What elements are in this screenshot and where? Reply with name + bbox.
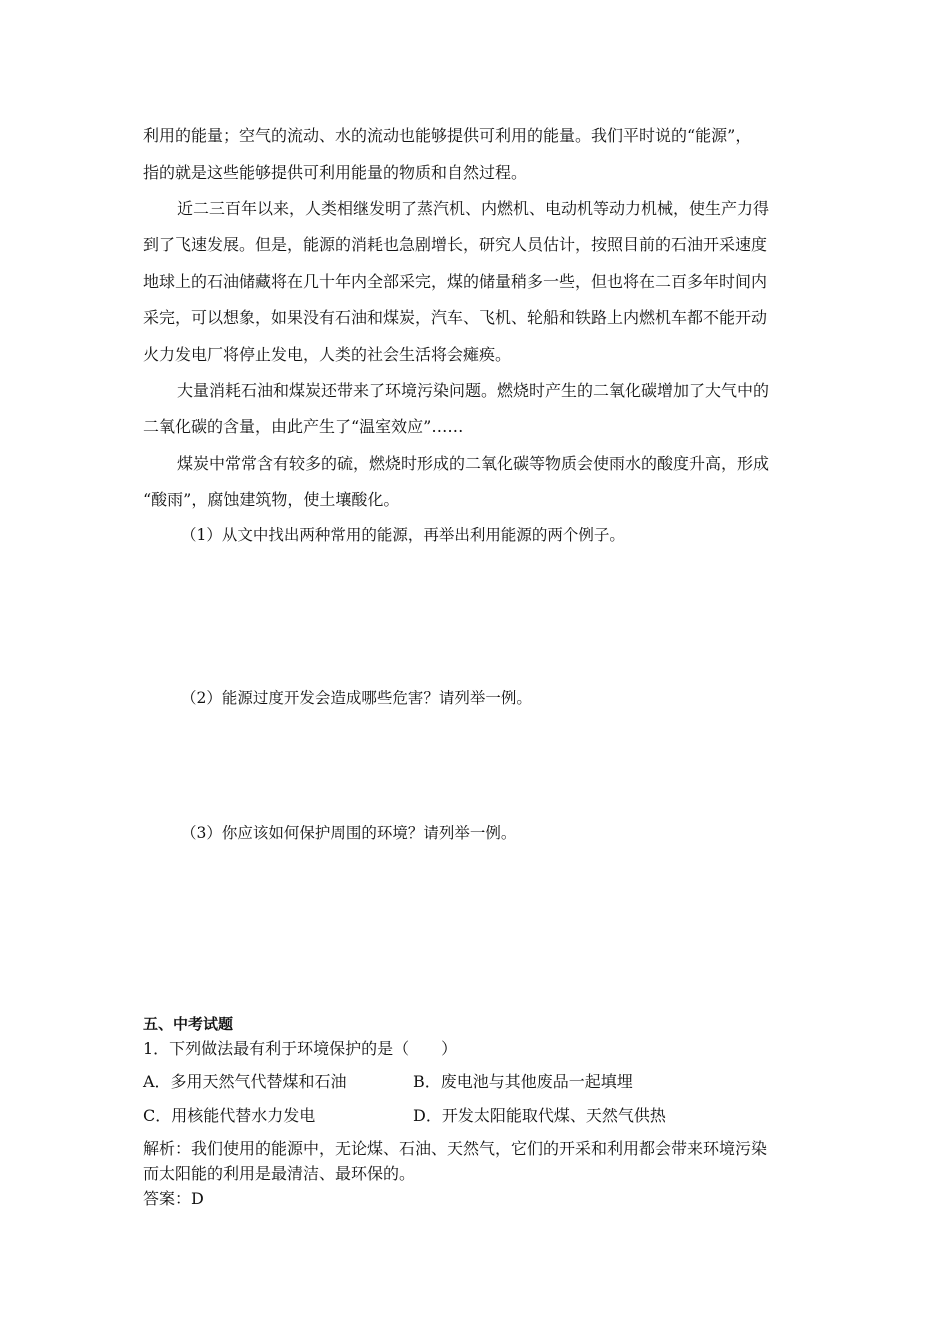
passage-line-5: 地球上的石油储藏将在几十年内全部采完，煤的储量稍多一些，但也将在二百多年时间内: [143, 272, 768, 291]
passage-line-4: 到了飞速发展。但是，能源的消耗也急剧增长，研究人员估计，按照目前的石油开采速度: [143, 235, 768, 254]
question-1: （1）从文中找出两种常用的能源，再举出利用能源的两个例子。: [181, 526, 625, 544]
exam-question: 1．下列做法最有利于环境保护的是（ ）: [143, 1039, 458, 1058]
option-a: A．多用天然气代替煤和石油: [143, 1072, 347, 1091]
passage-line-6: 采完，可以想象，如果没有石油和煤炭，汽车、飞机、轮船和铁路上内燃机车都不能开动: [143, 308, 768, 327]
passage-line-1: 利用的能量；空气的流动、水的流动也能够提供可利用的能量。我们平时说的“能源”，: [143, 126, 752, 145]
passage-line-11: “酸雨”，腐蚀建筑物，使土壤酸化。: [143, 490, 400, 509]
passage-line-7: 火力发电厂将停止发电，人类的社会生活将会瘫痪。: [143, 345, 512, 364]
analysis-line-2: 而太阳能的利用是最清洁、最环保的。: [143, 1164, 416, 1183]
question-3: （3）你应该如何保护周围的环境？请列举一例。: [181, 824, 517, 842]
analysis-line-1: 解析：我们使用的能源中，无论煤、石油、天然气，它们的开采和利用都会带来环境污染: [143, 1139, 768, 1158]
passage-line-2: 指的就是这些能够提供可利用能量的物质和自然过程。: [143, 163, 528, 182]
option-c: C．用核能代替水力发电: [143, 1106, 316, 1125]
passage-line-10: 煤炭中常常含有较多的硫，燃烧时形成的二氧化碳等物质会使雨水的酸度升高，形成: [177, 454, 770, 473]
section-heading: 五、中考试题: [143, 1015, 234, 1033]
question-2: （2）能源过度开发会造成哪些危害？请列举一例。: [181, 689, 532, 707]
option-b: B．废电池与其他废品一起填埋: [413, 1072, 633, 1091]
answer-line: 答案：D: [143, 1189, 204, 1208]
passage-line-8: 大量消耗石油和煤炭还带来了环境污染问题。燃烧时产生的二氧化碳增加了大气中的: [177, 381, 770, 400]
passage-line-3: 近二三百年以来，人类相继发明了蒸汽机、内燃机、电动机等动力机械，使生产力得: [177, 199, 770, 218]
passage-line-9: 二氧化碳的含量，由此产生了“温室效应”……: [143, 417, 464, 436]
option-d: D．开发太阳能取代煤、天然气供热: [413, 1106, 666, 1125]
